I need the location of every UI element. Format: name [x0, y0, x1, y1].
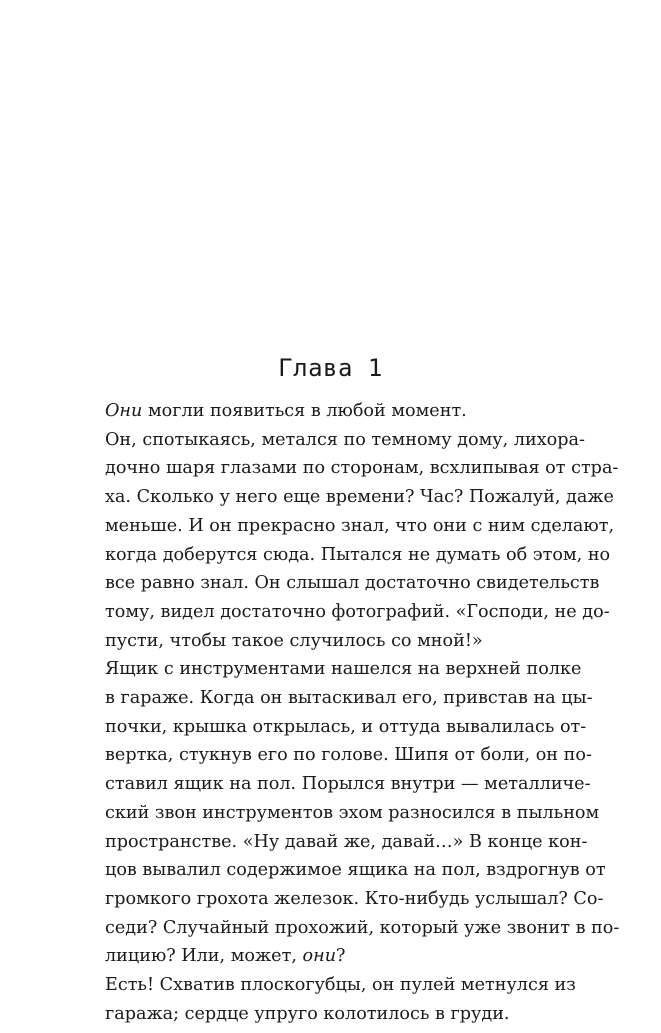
text-line: громкого грохота железок. Кто-нибудь услышал? Со- [105, 888, 604, 909]
text-line: ставил ящик на пол. Порылся внутри — металличе- [105, 774, 591, 795]
text-line: пространстве. «Ну давай же, давай…» В конце кон- [105, 831, 588, 852]
text-line: в гараже. Когда он вытаскивал его, привстав на цы- [105, 688, 593, 709]
paragraph [73, 655, 620, 971]
emphasis-text: они [302, 946, 337, 967]
text-line: тому, видел достаточно фотографий. «Господи, не до- [105, 601, 610, 622]
text-line: пусти, чтобы такое случилось со мной!» [105, 630, 483, 651]
paragraph [73, 397, 555, 426]
text-line: ха. Сколько у него еще времени? Час? Пожалуй, даже [105, 487, 614, 508]
text-line: когда доберутся сюда. Пытался не думать об этом, но [105, 544, 611, 565]
text-line: Он, спотыкаясь, метался по темному дому, лихора- [105, 429, 585, 450]
paragraph [73, 971, 576, 1028]
text-line: почки, крышка открылась, и оттуда вывалилась от- [105, 716, 587, 737]
text-line: ский звон инструментов эхом разносился в пыльном [105, 802, 600, 823]
chapter-title: Глава 1 [278, 354, 383, 382]
text-line: гаража; сердце упруго колотилось в груди. [105, 1003, 510, 1024]
text-line: все равно знал. Он слышал достаточно свидетельств [105, 573, 600, 594]
text-line [73, 397, 555, 426]
text-line: дочно шаря глазами по сторонам, всхлипывая от стра- [105, 458, 619, 479]
text-line: вертка, стукнув его по голове. Шипя от боли, он по- [105, 745, 592, 766]
paragraph [73, 426, 619, 656]
text-fragment: могли появиться в любой момент. [142, 401, 467, 421]
text-fragment: лицию? Или, может, [105, 946, 303, 967]
text-line: Есть! Схватив плоскогубцы, он пулей метнулся из [105, 975, 576, 996]
text-line: цов вывалил содержимое ящика на пол, вздрогнув от [105, 860, 606, 881]
emphasis-text: Они [105, 401, 143, 421]
text-fragment: ? [336, 946, 346, 967]
chapter-body [73, 397, 620, 1028]
text-line: Ящик с инструментами нашелся на верхней полке [105, 659, 582, 680]
text-line: седи? Случайный прохожий, который уже звонит в по- [105, 917, 620, 938]
text-line: меньше. И он прекрасно знал, что они с ним сделают, [105, 515, 615, 536]
text-line [73, 942, 555, 971]
